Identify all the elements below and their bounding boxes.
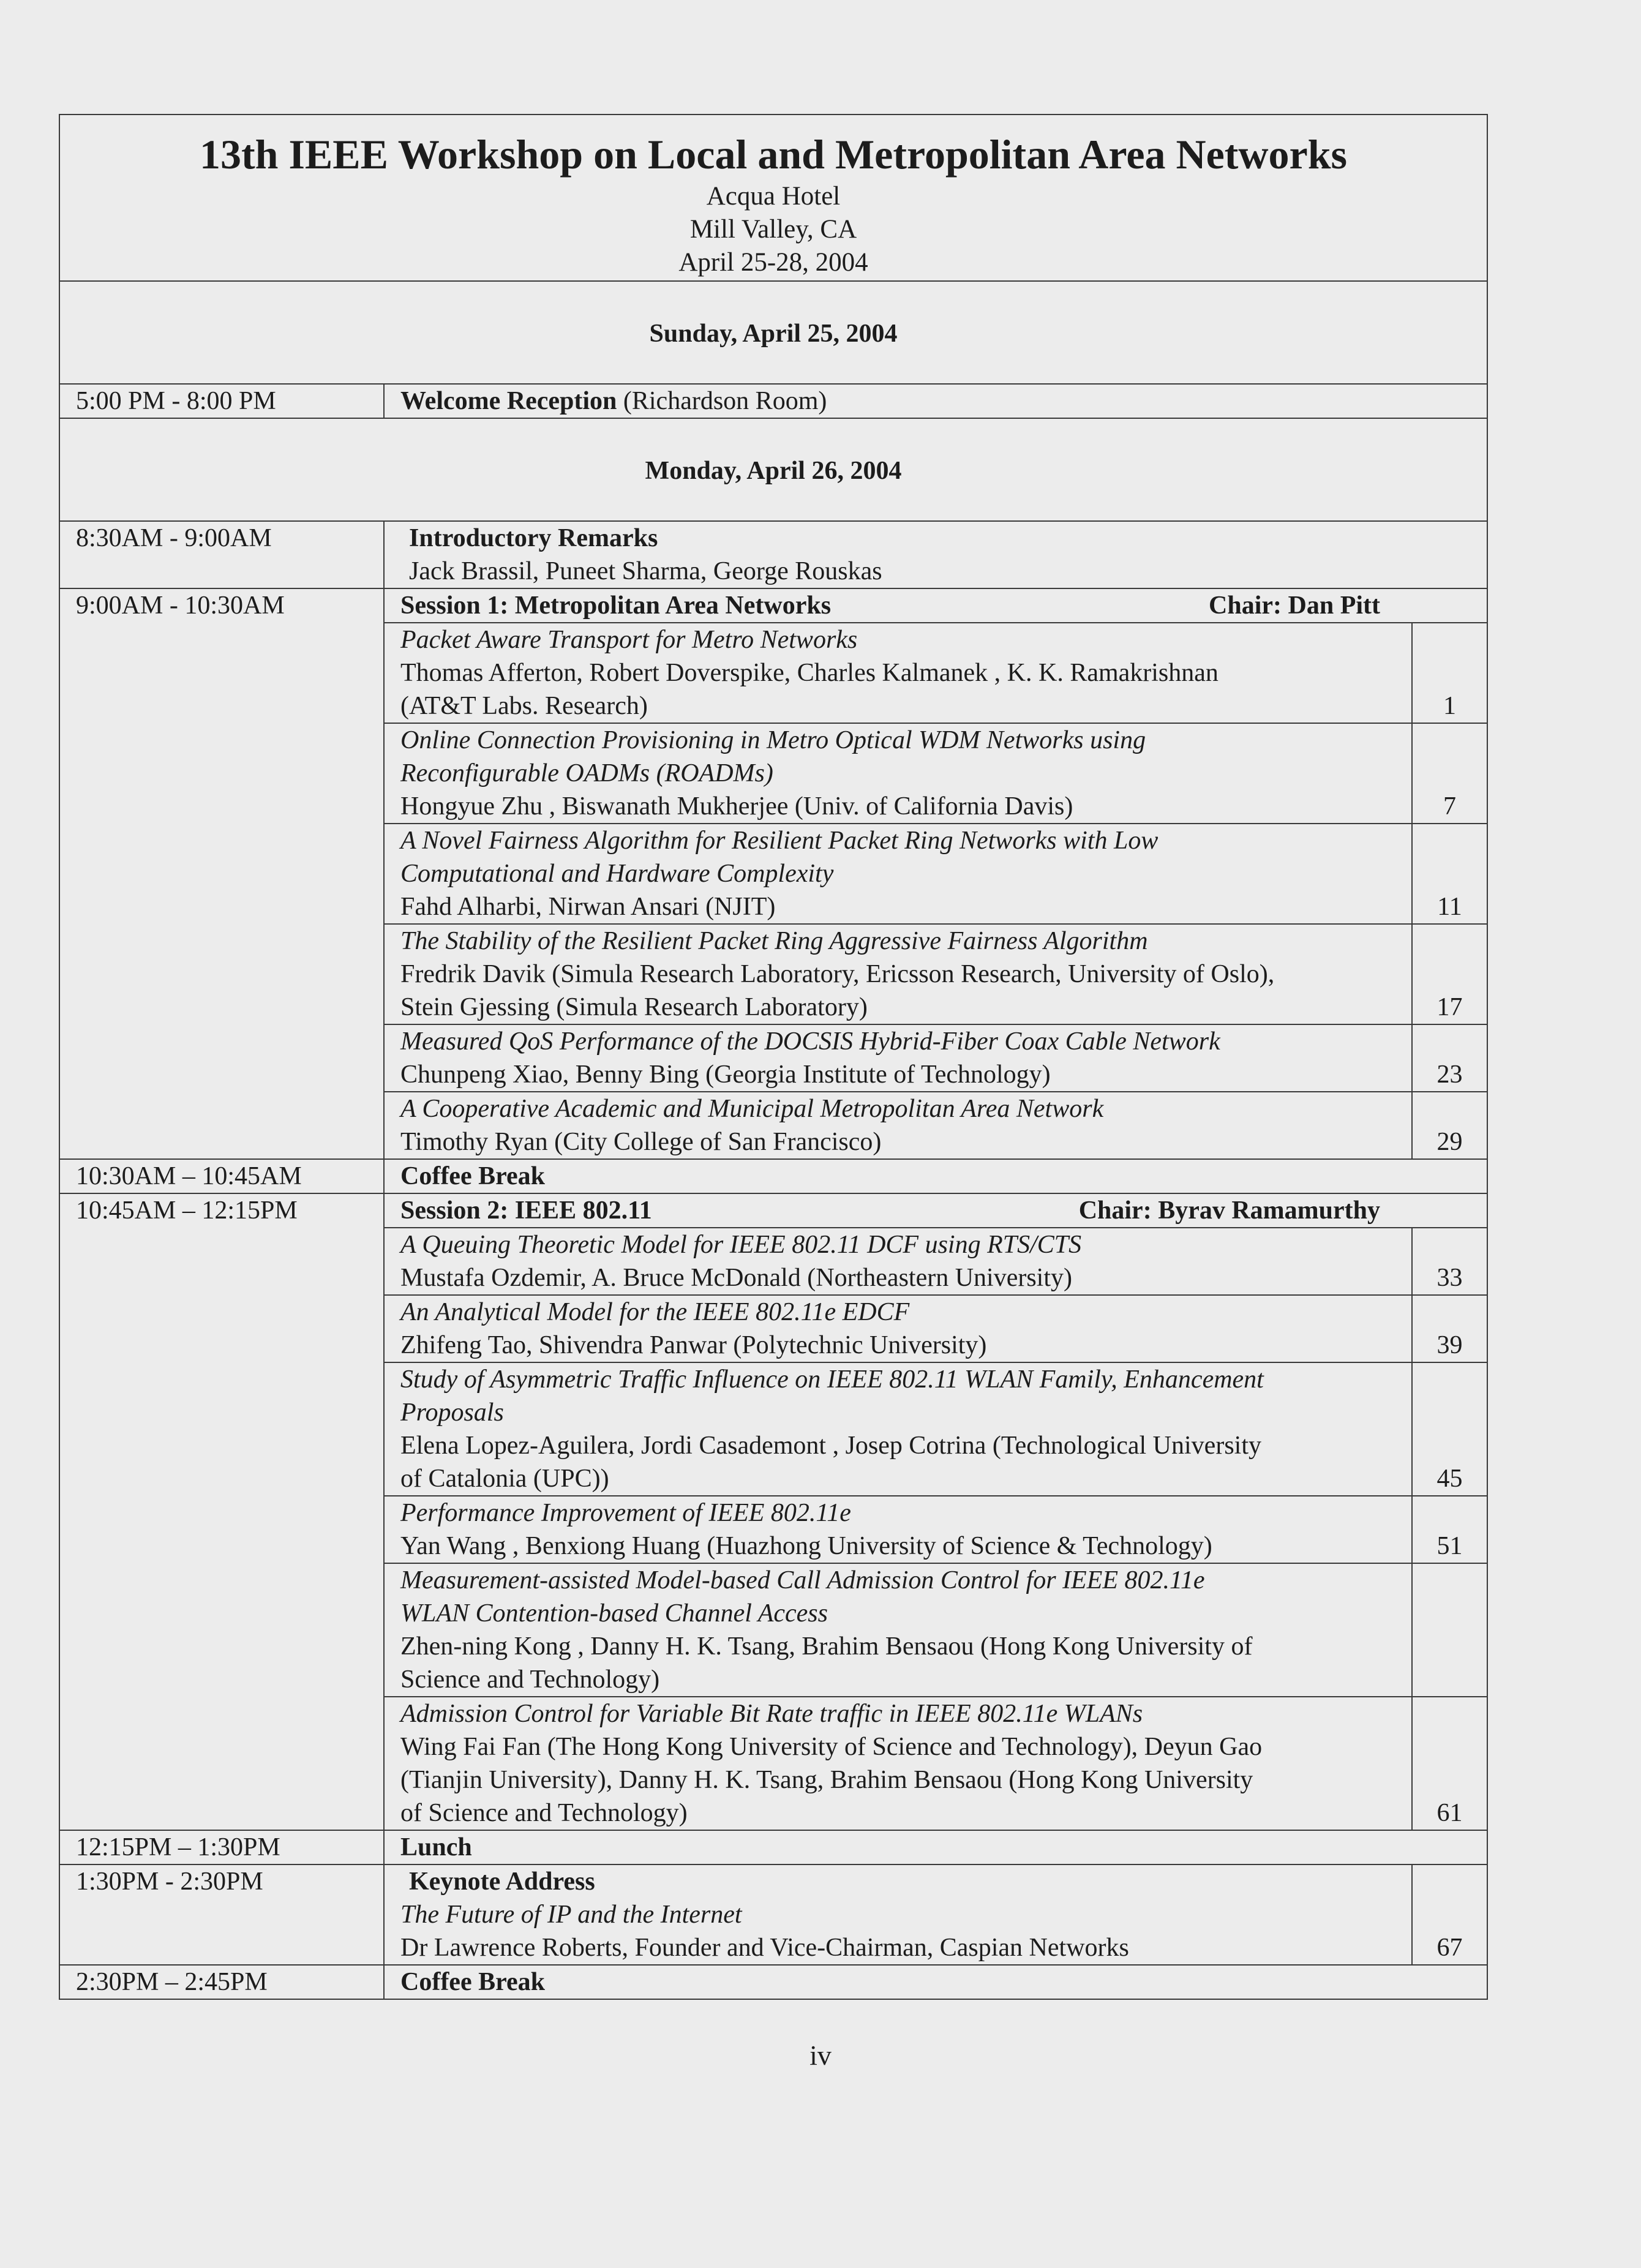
paper-authors: Yan Wang , Benxiong Huang (Huazhong University of Science & Technology) <box>400 1532 1212 1560</box>
paper-authors: Mustafa Ozdemir, A. Bruce McDonald (Northeastern University) <box>400 1264 1073 1292</box>
page-number: 29 <box>1412 1092 1487 1158</box>
paper-authors: Zhen-ning Kong , Danny H. K. Tsang, Brahim Bensaou (Hong Kong University of <box>400 1632 1253 1661</box>
paper-title: Packet Aware Transport for Metro Networks <box>400 626 858 654</box>
paper-authors: Fredrik Davik (Simula Research Laboratory, Ericsson Research, University of Oslo), <box>400 960 1275 988</box>
session-1-table <box>385 589 1487 1158</box>
page-number: 45 <box>1412 1362 1487 1496</box>
keynote-cell <box>384 1864 1487 1965</box>
keynote-table <box>385 1865 1487 1964</box>
paper-row <box>385 1362 1487 1496</box>
paper-row <box>385 1563 1487 1697</box>
paper-title: Performance Improvement of IEEE 802.11e <box>400 1499 851 1527</box>
session-chair: Chair: Dan Pitt <box>1209 591 1380 620</box>
paper-authors: Fahd Alharbi, Nirwan Ansari (NJIT) <box>400 893 776 921</box>
session-chair: Chair: Byrav Ramamurthy <box>1078 1196 1380 1225</box>
paper-row <box>385 824 1487 924</box>
keynote-title: The Future of IP and the Internet <box>400 1901 742 1929</box>
paper-row <box>385 924 1487 1024</box>
schedule-row <box>59 1193 1487 1830</box>
paper-authors: Stein Gjessing (Simula Research Laboratory) <box>400 993 868 1021</box>
paper-title: Computational and Hardware Complexity <box>400 860 834 888</box>
city: Mill Valley, CA <box>689 215 857 244</box>
page-number: 17 <box>1412 924 1487 1024</box>
paper-authors: Elena Lopez-Aguilera, Jordi Casademont , Josep Cotrina (Technological University <box>400 1432 1261 1460</box>
event-title: Introductory Remarks <box>409 524 658 552</box>
paper-row <box>385 723 1487 824</box>
paper-authors: (AT&T Labs. Research) <box>400 692 648 720</box>
session-cell <box>384 588 1487 1159</box>
keynote-speaker: Dr Lawrence Roberts, Founder and Vice-Chairman, Caspian Networks <box>400 1934 1129 1962</box>
paper-row <box>385 1496 1487 1563</box>
day-row-monday <box>59 418 1487 521</box>
event-cell <box>384 521 1487 588</box>
paper-authors: of Science and Technology) <box>400 1799 688 1827</box>
schedule-row <box>59 384 1487 418</box>
page-number: 33 <box>1412 1228 1487 1295</box>
paper-authors: Wing Fai Fan (The Hong Kong University of Science and Technology), Deyun Gao <box>400 1733 1263 1761</box>
paper-authors: Chunpeng Xiao, Benny Bing (Georgia Institute of Technology) <box>400 1061 1051 1089</box>
time-slot: 12:15PM – 1:30PM <box>59 1830 384 1864</box>
paper-authors: of Catalonia (UPC)) <box>400 1465 609 1493</box>
header-row <box>59 115 1487 281</box>
paper-authors: Zhifeng Tao, Shivendra Panwar (Polytechnic University) <box>400 1331 987 1359</box>
paper-title: Reconfigurable OADMs (ROADMs) <box>400 759 773 787</box>
event-people: Jack Brassil, Puneet Sharma, George Rouskas <box>409 557 882 585</box>
paper-row <box>385 1228 1487 1295</box>
time-slot: 2:30PM – 2:45PM <box>59 1965 384 1999</box>
paper-row <box>385 1092 1487 1158</box>
session-2-table <box>385 1194 1487 1830</box>
paper-authors: (Tianjin University), Danny H. K. Tsang, Brahim Bensaou (Hong Kong University <box>400 1766 1253 1794</box>
session-title: Session 2: IEEE 802.11 <box>400 1196 652 1225</box>
paper-title: Study of Asymmetric Traffic Influence on IEEE 802.11 WLAN Family, Enhancement <box>400 1365 1264 1394</box>
dates: April 25-28, 2004 <box>678 248 868 277</box>
paper-row <box>385 1697 1487 1830</box>
event-title: Coffee Break <box>384 1159 1487 1193</box>
workshop-title: 13th IEEE Workshop on Local and Metropolitan Area Networks <box>199 131 1348 178</box>
event-cell <box>384 384 1487 418</box>
schedule-row <box>59 1965 1487 1999</box>
page-number: 61 <box>1412 1697 1487 1830</box>
program-schedule <box>59 114 1487 2000</box>
time-slot: 10:45AM – 12:15PM <box>59 1193 384 1830</box>
event-location: (Richardson Room) <box>617 387 827 415</box>
paper-title: Online Connection Provisioning in Metro Optical WDM Networks using <box>400 726 1146 754</box>
page-number: 23 <box>1412 1024 1487 1092</box>
time-slot: 1:30PM - 2:30PM <box>59 1864 384 1965</box>
schedule-row <box>59 1864 1487 1965</box>
day-heading: Monday, April 26, 2004 <box>59 418 1487 521</box>
paper-title: A Novel Fairness Algorithm for Resilient Packet Ring Networks with Low <box>400 827 1158 855</box>
time-slot: 5:00 PM - 8:00 PM <box>59 384 384 418</box>
paper-title: An Analytical Model for the IEEE 802.11e EDCF <box>400 1298 910 1326</box>
session-header <box>385 1194 1487 1228</box>
schedule-row <box>59 1159 1487 1193</box>
schedule-row <box>59 1830 1487 1864</box>
schedule-row <box>59 521 1487 588</box>
time-slot: 10:30AM – 10:45AM <box>59 1159 384 1193</box>
schedule-table <box>59 114 1488 2000</box>
page-number: 39 <box>1412 1295 1487 1362</box>
paper-authors: Science and Technology) <box>400 1665 660 1694</box>
event-title: Lunch <box>384 1830 1487 1864</box>
page-number <box>1412 1563 1487 1697</box>
venue: Acqua Hotel <box>706 182 841 211</box>
page-number: 67 <box>1412 1865 1487 1964</box>
paper-title: WLAN Contention-based Channel Access <box>400 1599 828 1628</box>
paper-row <box>385 1295 1487 1362</box>
paper-authors: Thomas Afferton, Robert Doverspike, Charles Kalmanek , K. K. Ramakrishnan <box>400 659 1219 687</box>
paper-title: Admission Control for Variable Bit Rate traffic in IEEE 802.11e WLANs <box>400 1700 1143 1728</box>
day-row-sunday <box>59 281 1487 384</box>
paper-row <box>385 623 1487 723</box>
paper-title: Measurement-assisted Model-based Call Admission Control for IEEE 802.11e <box>400 1566 1205 1594</box>
page-number: 51 <box>1412 1496 1487 1563</box>
event-title: Coffee Break <box>384 1965 1487 1999</box>
session-header <box>385 589 1487 623</box>
paper-title: A Cooperative Academic and Municipal Metropolitan Area Network <box>400 1095 1104 1123</box>
paper-authors: Hongyue Zhu , Biswanath Mukherjee (Univ. of California Davis) <box>400 792 1073 820</box>
paper-row <box>385 1024 1487 1092</box>
paper-title: A Queuing Theoretic Model for IEEE 802.11 DCF using RTS/CTS <box>400 1231 1082 1259</box>
page-number: 1 <box>1412 623 1487 723</box>
time-slot: 9:00AM - 10:30AM <box>59 588 384 1159</box>
session-cell <box>384 1193 1487 1830</box>
session-title: Session 1: Metropolitan Area Networks <box>400 591 832 620</box>
paper-authors: Timothy Ryan (City College of San Francisco) <box>400 1128 882 1156</box>
page-number: 11 <box>1412 824 1487 924</box>
header-cell <box>59 115 1487 281</box>
schedule-row <box>59 588 1487 1159</box>
page-number-footer: iv <box>809 2040 832 2071</box>
time-slot: 8:30AM - 9:00AM <box>59 521 384 588</box>
paper-title: The Stability of the Resilient Packet Ring Aggressive Fairness Algorithm <box>400 927 1148 955</box>
keynote-label: Keynote Address <box>409 1868 595 1896</box>
day-heading: Sunday, April 25, 2004 <box>59 281 1487 384</box>
event-title: Welcome Reception <box>400 387 617 415</box>
paper-title: Measured QoS Performance of the DOCSIS Hybrid-Fiber Coax Cable Network <box>400 1027 1220 1056</box>
paper-title: Proposals <box>400 1399 504 1427</box>
page-number: 7 <box>1412 723 1487 824</box>
